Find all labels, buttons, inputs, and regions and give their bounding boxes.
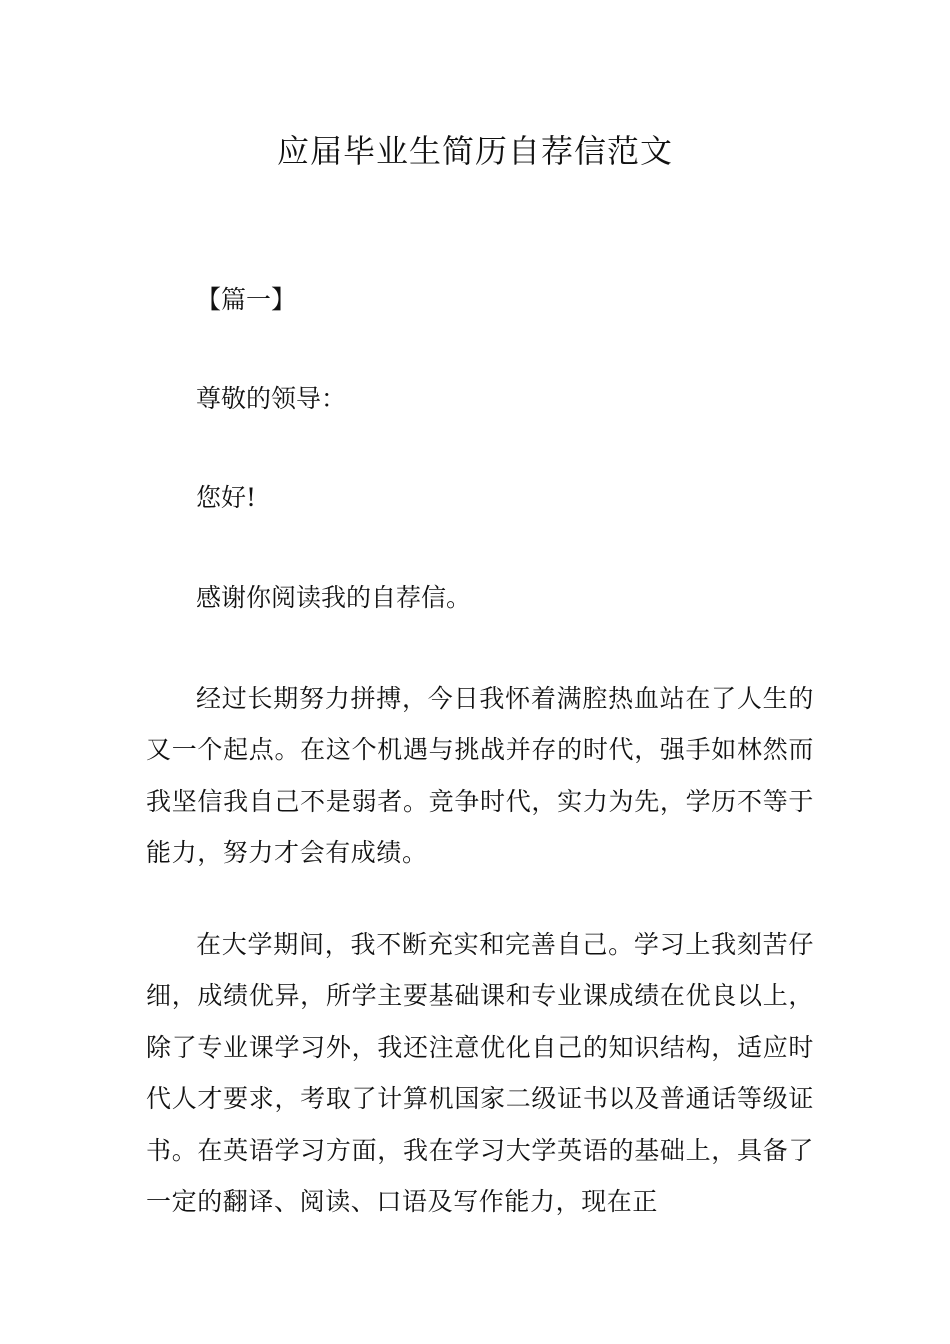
salutation: 尊敬的领导： <box>196 384 347 413</box>
paragraph-1: 经过长期努力拼搏，今日我怀着满腔热血站在了人生的又一个起点。在这个机遇与挑战并存的时代，强手如林然而我坚信我自己不是弱者。竞争时代，实力为先，学历不等于能力，努力才会有成绩。 <box>146 684 814 868</box>
thanks-line: 感谢你阅读我的自荐信。 <box>196 583 472 612</box>
section-label: 【篇一】 <box>196 285 297 314</box>
paragraph-2: 在大学期间，我不断充实和完善自己。学习上我刻苦仔细，成绩优异，所学主要基础课和专业课成绩在优良以上，除了专业课学习外，我还注意优化自己的知识结构，适应时代人才要求，考取了计算机国家二级证书以及普通话等级证书。在英语学习方面，我在学习大学英语的基础上，具备了一定的翻译、阅读、口语及写作能力，现在正 <box>146 930 814 1217</box>
document-title: 应届毕业生简历自荐信范文 <box>276 132 673 170</box>
greeting: 您好! <box>196 483 257 512</box>
